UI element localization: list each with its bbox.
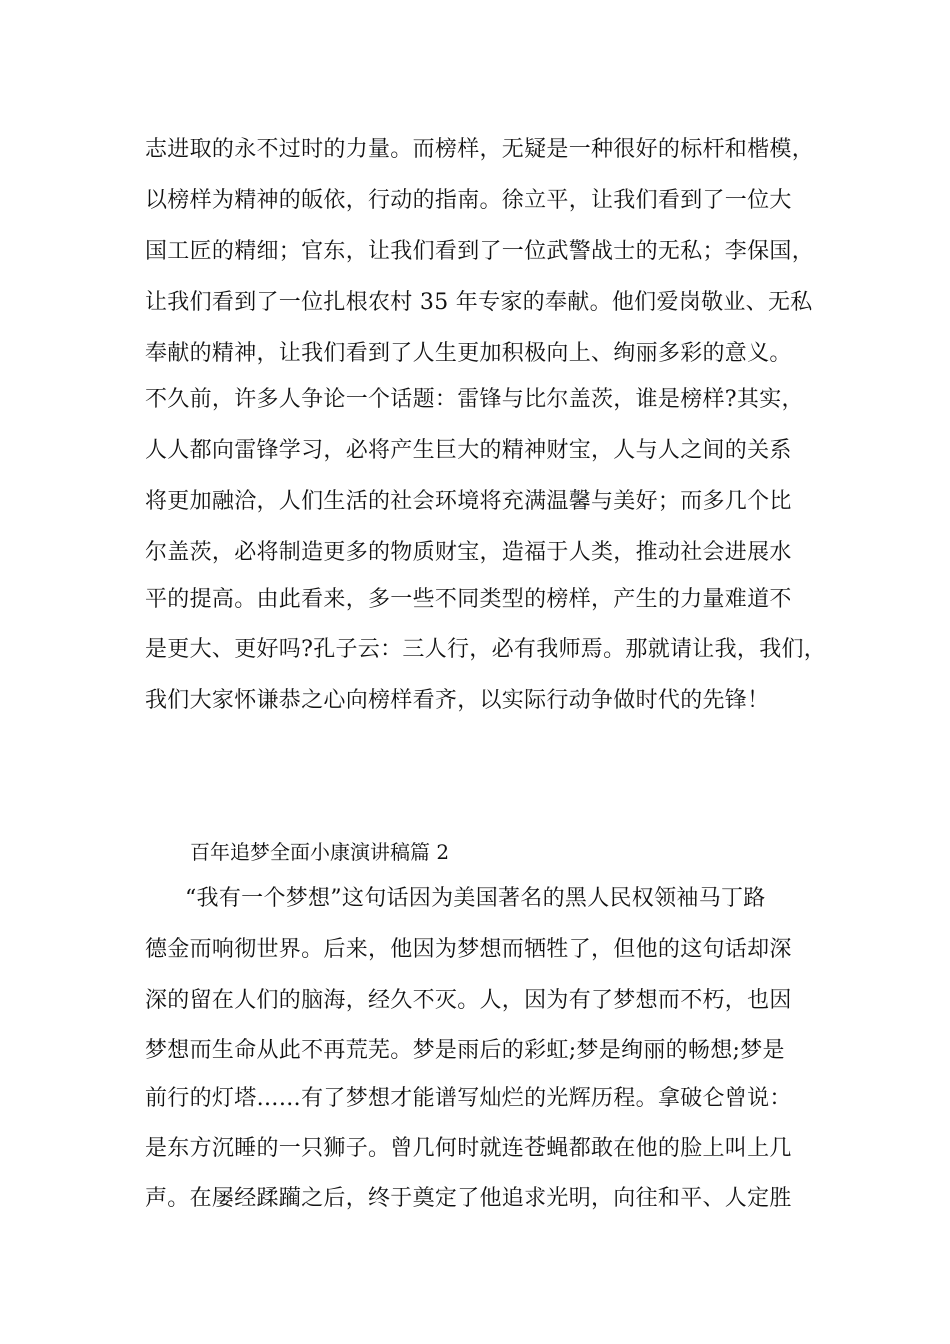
- paragraph-line: 德金而响彻世界。后来，他因为梦想而牺牲了，但他的这句话却深: [145, 937, 792, 962]
- paragraph-line: 不久前，许多人争论一个话题：雷锋与比尔盖茨，谁是榜样?其实，: [145, 387, 804, 412]
- paragraph-line: 以榜样为精神的皈依，行动的指南。徐立平，让我们看到了一位大: [145, 188, 792, 213]
- paragraph-line: 是东方沉睡的一只狮子。曾几何时就连苍蝇都敢在他的脸上叫上几: [145, 1136, 792, 1161]
- paragraph-line: 是更大、更好吗?孔子云：三人行，必有我师焉。那就请让我，我们，: [145, 637, 827, 662]
- paragraph-line: 将更加融洽，人们生活的社会环境将充满温馨与美好；而多几个比: [145, 489, 792, 514]
- paragraph-line: 梦想而生命从此不再荒芜。梦是雨后的彩虹;梦是绚丽的畅想;梦是: [145, 1038, 785, 1063]
- paragraph-line: 让我们看到了一位扎根农村 35 年专家的奉献。他们爱岗敬业、无私: [145, 290, 813, 315]
- paragraph-line: 国工匠的精细；官东，让我们看到了一位武警战士的无私；李保国，: [145, 239, 815, 264]
- paragraph-line: “我有一个梦想”这句话因为美国著名的黑人民权领袖马丁路: [185, 886, 766, 911]
- paragraph-line: 志进取的永不过时的力量。而榜样，无疑是一种很好的标杆和楷模，: [145, 137, 815, 162]
- section-heading: 百年追梦全面小康演讲稿篇 2: [190, 840, 450, 864]
- paragraph-line: 前行的灯塔……有了梦想才能谱写灿烂的光辉历程。拿破仑曾说：: [145, 1086, 792, 1111]
- paragraph-line: 平的提高。由此看来，多一些不同类型的榜样，产生的力量难道不: [145, 587, 792, 612]
- paragraph-line: 我们大家怀谦恭之心向榜样看齐，以实际行动争做时代的先锋！: [145, 688, 770, 713]
- paragraph-line: 奉献的精神，让我们看到了人生更加积极向上、绚丽多彩的意义。: [145, 341, 792, 366]
- paragraph-line: 深的留在人们的脑海，经久不灭。人，因为有了梦想而不朽，也因: [145, 988, 792, 1013]
- paragraph-line: 声。在屡经蹂躏之后，终于奠定了他追求光明，向往和平、人定胜: [145, 1186, 792, 1211]
- paragraph-line: 尔盖茨，必将制造更多的物质财宝，造福于人类，推动社会进展水: [145, 540, 792, 565]
- paragraph-line: 人人都向雷锋学习，必将产生巨大的精神财宝，人与人之间的关系: [145, 438, 792, 463]
